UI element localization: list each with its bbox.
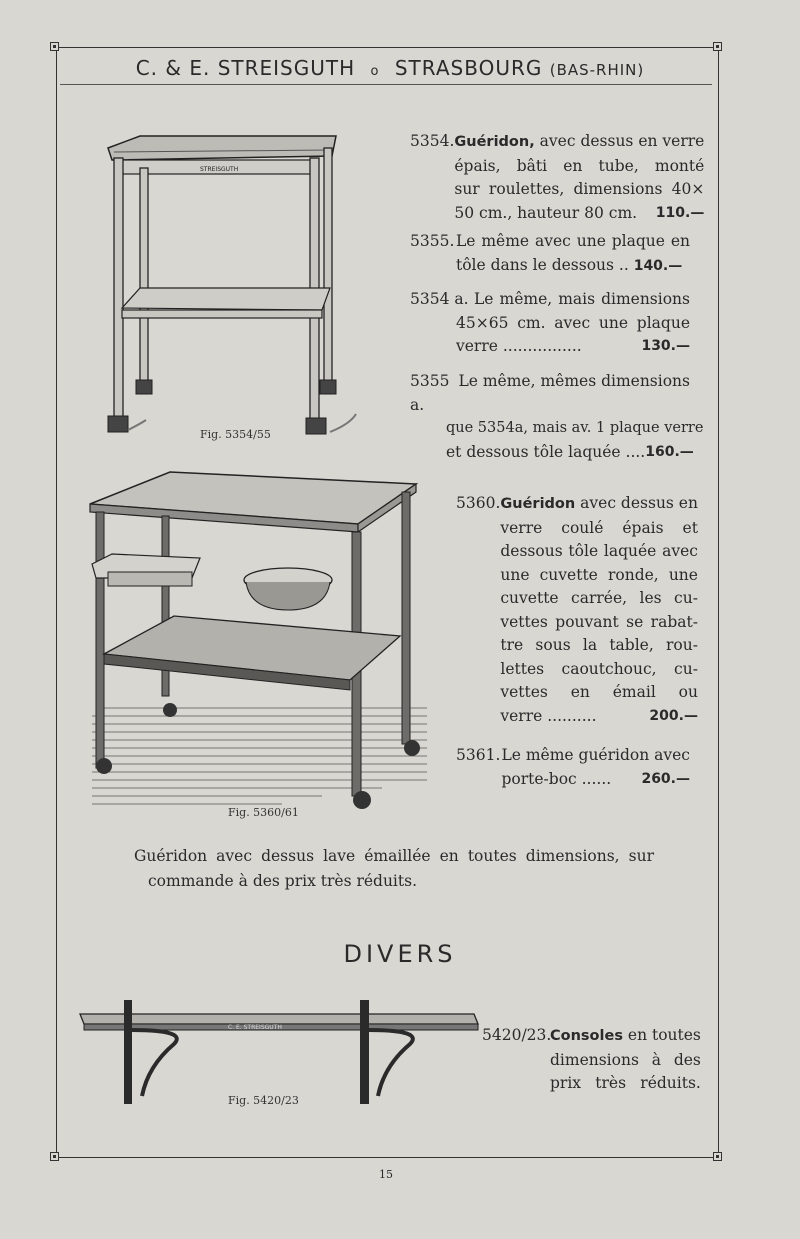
catalog-entry-5354: [410, 130, 705, 225]
entry-text-line: tre sous la table, rou-: [500, 636, 698, 654]
entry-text-line: sur roulettes, dimensions 40×: [454, 180, 705, 198]
footnote-line: Guéridon avec dessus lave émaillée en toutes dimensions, sur: [134, 847, 654, 865]
entry-number: 5361.: [456, 746, 501, 764]
entry-text-line: épais, bâti en tube, monté: [454, 156, 705, 175]
entry-text-line: avec dessus en: [580, 494, 698, 512]
header-rule: [60, 84, 712, 85]
figure-caption: Fig. 5360/61: [228, 806, 299, 819]
entry-text-line: une cuvette ronde, une: [500, 565, 698, 584]
product-name: Guéridon,: [454, 134, 535, 150]
fig1-plate-text: STREISGUTH: [200, 166, 239, 173]
corner-ornament: [50, 42, 59, 51]
entry-text-line: verre ................: [456, 337, 582, 355]
entry-text-line: prix très réduits.: [550, 1074, 701, 1092]
entry-price: 160.—: [645, 443, 694, 460]
entry-price: 130.—: [641, 338, 690, 354]
figure-caption: Fig. 5354/55: [200, 428, 271, 441]
entry-number: 5355.: [410, 232, 455, 250]
catalog-entry-5360: [456, 492, 698, 728]
entry-text-line: Le même, mais dimensions: [474, 290, 690, 308]
corner-ornament: [50, 1152, 59, 1161]
entry-text-line: Le même guéridon avec: [501, 746, 690, 764]
entry-text-line: dessous tôle laquée avec: [500, 542, 698, 560]
entry-text-line: Le même avec une plaque en: [456, 232, 690, 250]
product-name: Consoles: [550, 1028, 623, 1044]
entry-price: 110.—: [655, 204, 705, 221]
catalog-entry-5354a: [410, 288, 690, 359]
entry-text-line: que 5354a, mais av. 1 plaque verre: [446, 420, 704, 436]
entry-text-line: cuvette carrée, les cu-: [500, 589, 698, 607]
entry-number: 5354 a.: [410, 290, 469, 308]
department-name: (BAS-RHIN): [549, 61, 645, 79]
entry-text-line: verre coulé épais et: [500, 518, 698, 537]
gueridon-5360-illustration: [82, 468, 432, 820]
corner-ornament: [713, 1152, 722, 1161]
catalog-entry-5361: [456, 744, 690, 791]
entry-number: 5355 a.: [410, 372, 450, 414]
entry-price: 260.—: [641, 770, 690, 787]
entry-text-line: vettes en émail ou: [500, 683, 698, 701]
frame-top-rule: [56, 47, 718, 48]
entry-text-line: tôle dans le dessous ..: [456, 255, 629, 274]
entry-text-line: Le même, mêmes dimensions: [458, 372, 690, 390]
header-separator: o: [370, 64, 380, 79]
entry-text-line: 50 cm., hauteur 80 cm.: [454, 203, 638, 222]
entry-text-line: avec dessus en verre: [539, 132, 705, 150]
corner-ornament: [713, 42, 722, 51]
section-title: DIVERS: [343, 940, 457, 968]
footnote: [134, 844, 654, 894]
fig3-plate-text: C. E. STREISGUTH: [228, 1024, 282, 1031]
entry-text-line: dimensions à des: [550, 1050, 701, 1069]
entry-text-line: verre ..........: [500, 706, 597, 725]
frame-left-rule: [56, 47, 57, 1157]
figure-caption: Fig. 5420/23: [228, 1094, 299, 1107]
entry-text-line: et dessous tôle laquée ....: [446, 442, 646, 461]
catalog-entry-5355: [410, 230, 690, 278]
entry-text-line: vettes pouvant se rabat-: [500, 612, 698, 631]
catalog-entry-5420: [482, 1024, 701, 1096]
entry-text-line: en toutes: [627, 1026, 701, 1044]
frame-bottom-rule: [56, 1157, 718, 1158]
consoles-5420-illustration: [78, 996, 480, 1108]
frame-right-rule: [718, 47, 719, 1157]
entry-price: 140.—: [633, 257, 683, 274]
catalog-entry-5355a: [410, 370, 704, 464]
entry-number: 5420/23.: [482, 1026, 552, 1044]
footnote-line: commande à des prix très réduits.: [148, 872, 418, 890]
entry-text-line: porte-boc ......: [501, 769, 612, 788]
entry-text-line: 45×65 cm. avec une plaque: [456, 313, 690, 332]
entry-price: 200.—: [649, 707, 698, 724]
city-name: STRASBOURG: [394, 56, 543, 80]
gueridon-5354-illustration: [100, 128, 380, 448]
entry-number: 5360.: [456, 494, 501, 512]
entry-number: 5354.: [410, 132, 455, 150]
company-name: C. & E. STREISGUTH: [135, 56, 356, 80]
page-number: 15: [379, 1168, 393, 1181]
page-header: [60, 56, 720, 80]
product-name: Guéridon: [500, 496, 576, 512]
entry-text-line: lettes caoutchouc, cu-: [500, 659, 698, 678]
